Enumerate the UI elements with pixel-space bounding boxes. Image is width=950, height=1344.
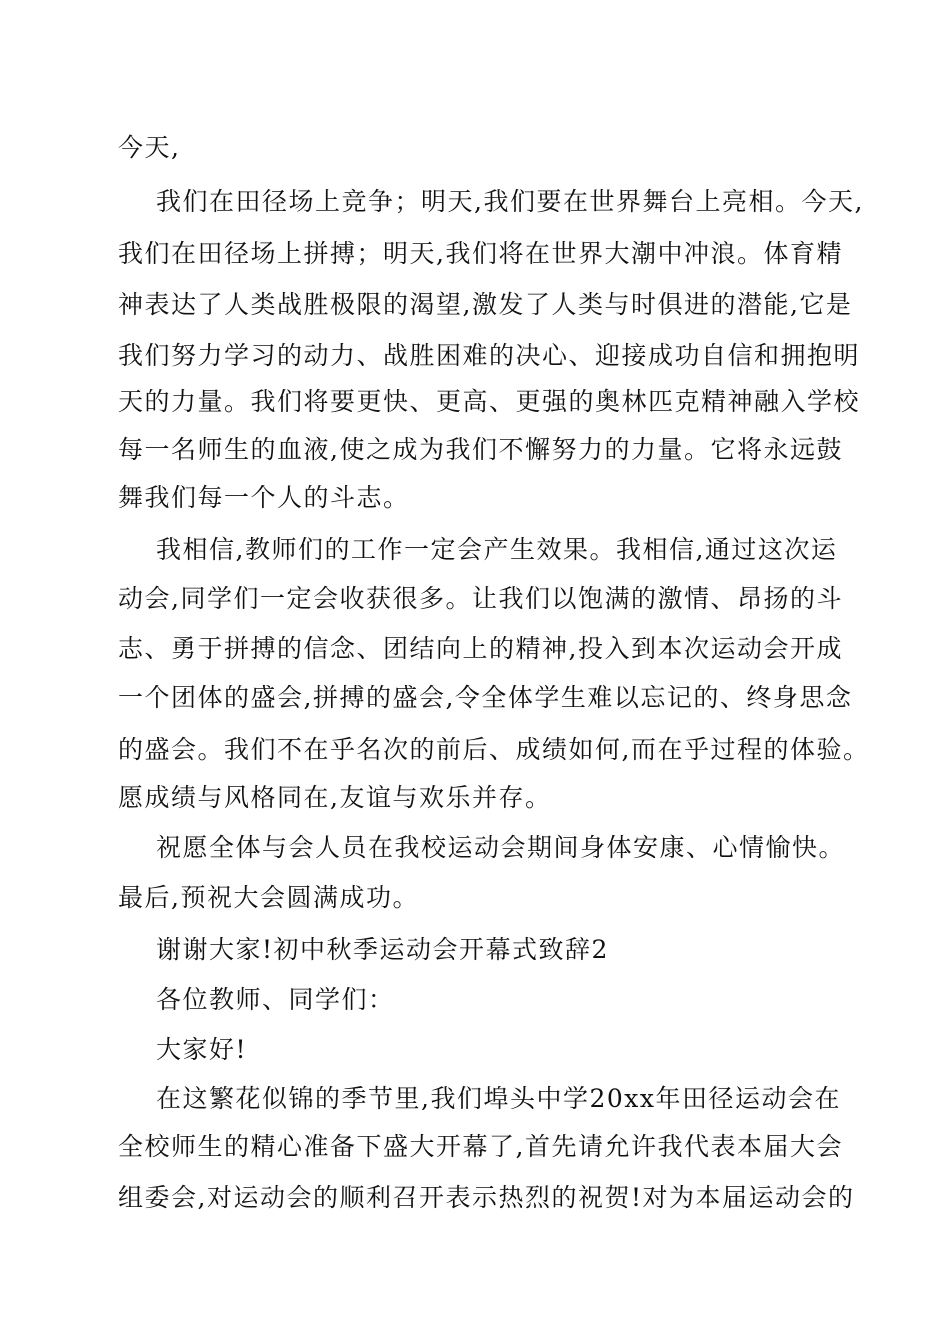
text-line: 在这繁花似锦的季节里,我们埠头中学20xx年田径运动会在 [156,1084,841,1113]
text-line: 一个团体的盛会,拼搏的盛会,令全体学生难以忘记的、终身思念 [118,683,853,712]
text-line: 组委会,对运动会的顺利召开表示热烈的祝贺!对为本届运动会的 [118,1183,855,1212]
text-line: 我们在田径场上拼搏；明天,我们将在世界大潮中冲浪。体育精 [118,239,843,268]
text-line: 谢谢大家!初中秋季运动会开幕式致辞2 [156,935,609,964]
text-line: 我们努力学习的动力、战胜困难的决心、迎接成功自信和拥抱明 [118,341,861,370]
text-line: 愿成绩与风格同在,友谊与欢乐并存。 [118,783,552,812]
text-line: 祝愿全体与会人员在我校运动会期间身体安康、心情愉快。 [156,833,846,862]
text-line: 今天, [118,133,181,162]
text-line: 大家好! [156,1035,248,1064]
text-line: 最后,预祝大会圆满成功。 [118,883,419,912]
text-line: 我相信,教师们的工作一定会产生效果。我相信,通过这次运 [156,535,838,564]
text-line: 每一名师生的血液,使之成为我们不懈努力的力量。它将永远鼓 [118,435,843,464]
text-line: 天的力量。我们将要更快、更高、更强的奥林匹克精神融入学校 [118,387,861,416]
text-line: 全校师生的精心准备下盛大开幕了,首先请允许我代表本届大会 [118,1132,843,1161]
text-line: 动会,同学们一定会收获很多。让我们以饱满的激情、昂扬的斗 [118,584,843,613]
text-line: 舞我们每一个人的斗志。 [118,483,410,512]
text-line: 各位教师、同学们： [156,985,395,1014]
text-line: 我们在田径场上竞争；明天,我们要在世界舞台上亮相。今天, [156,187,864,216]
text-line: 志、勇于拼搏的信念、团结向上的精神,投入到本次运动会开成 [118,634,843,663]
text-line: 的盛会。我们不在乎名次的前后、成绩如何,而在乎过程的体验。 [118,735,870,764]
text-line: 神表达了人类战胜极限的渴望,激发了人类与时俱进的潜能,它是 [118,290,853,319]
